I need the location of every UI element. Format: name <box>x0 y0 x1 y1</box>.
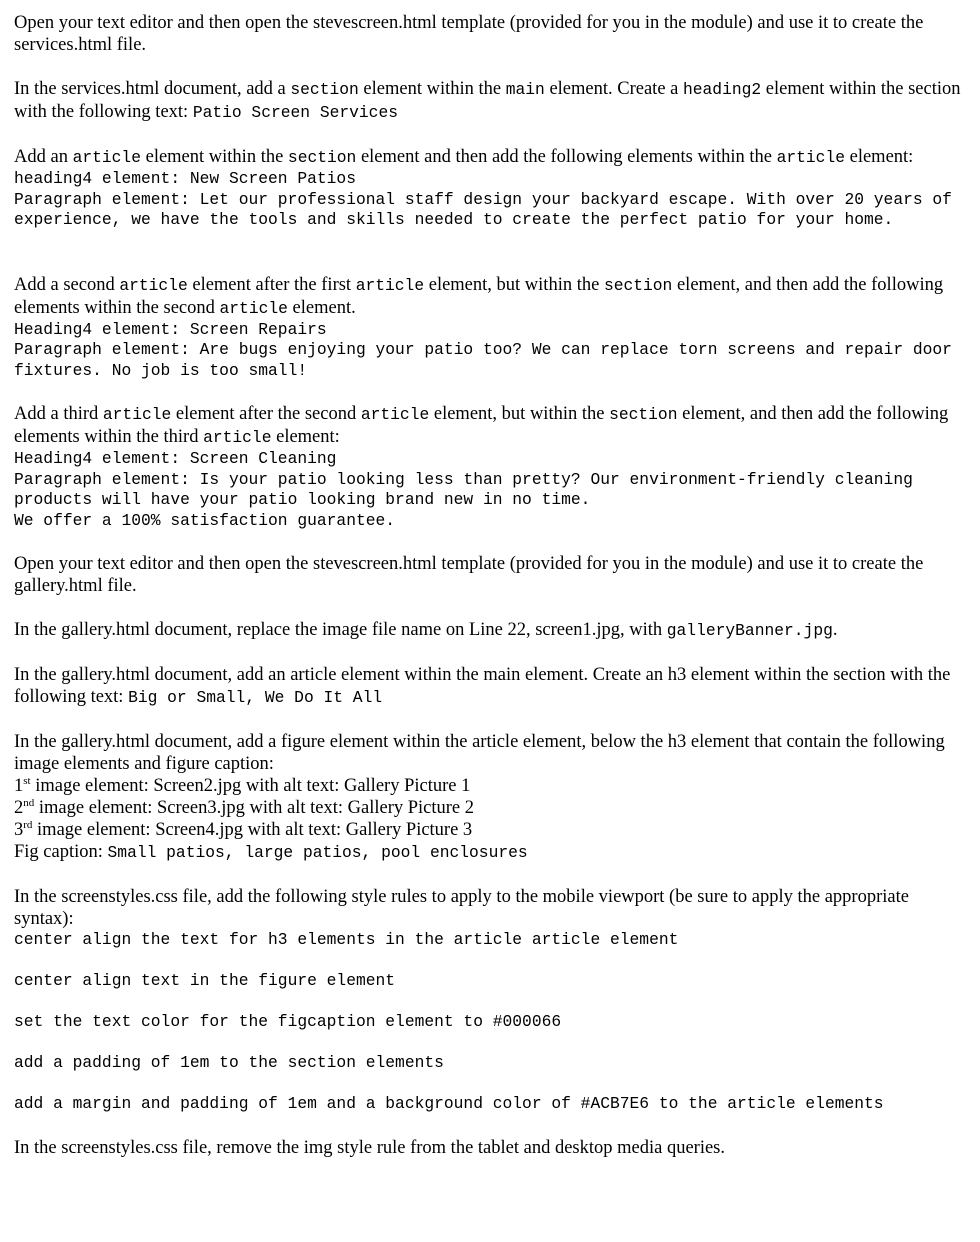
paragraph-second-article <box>14 274 964 382</box>
paragraph-gallery-article <box>14 664 964 709</box>
spacer <box>14 253 964 274</box>
fig-caption-line <box>14 841 964 864</box>
paragraph-create-services <box>14 12 964 56</box>
style-rule: add a margin and padding of 1em and a background color of #ACB7E6 to the article elements <box>14 1094 884 1113</box>
text-run: element, and then add the following elements within the third <box>14 404 949 447</box>
caption-code: Small patios, large patios, pool enclosures <box>107 843 528 862</box>
code-section: section <box>609 405 678 424</box>
code-line: Heading4 element: Screen Repairs <box>14 319 327 339</box>
text-run: element after the first <box>187 274 356 295</box>
style-rule: add a padding of 1em to the section elements <box>14 1053 444 1072</box>
ordinal-suffix: nd <box>23 796 35 809</box>
image-item-1 <box>14 775 964 797</box>
text-run: Add a third <box>14 404 103 424</box>
code-article: article <box>102 405 172 424</box>
paragraph-text: In the gallery.html document, add a figure element within the article element, below the h3 element that contain the following image elements and figure caption: <box>14 732 945 774</box>
image-item-text: image element: Screen2.jpg with alt text: Gallery Picture 1 <box>30 776 471 796</box>
ordinal-suffix: st <box>23 774 31 787</box>
text-run: In the gallery.html document, add an article element within the main element. Create an h3 element within the section with the following text: <box>14 665 951 707</box>
text-run: element: <box>845 147 914 167</box>
style-rule: set the text color for the figcaption element to #000066 <box>14 1012 562 1031</box>
image-item-text: image element: Screen3.jpg with alt text: Gallery Picture 2 <box>34 798 475 818</box>
code-article: article <box>355 275 425 295</box>
text-run: element within the section with the following text: <box>14 79 961 122</box>
ordinal-suffix: rd <box>23 818 33 831</box>
paragraph-mobile-styles <box>14 886 964 1115</box>
text-run: element, but within the <box>429 404 610 424</box>
image-item-3 <box>14 819 964 841</box>
ordinal-number: 3 <box>14 820 24 840</box>
paragraph-first-article <box>14 146 964 231</box>
caption-label: Fig caption: <box>14 842 108 862</box>
code-main: main <box>505 80 545 99</box>
paragraph-text: In the screenstyles.css file, remove the img style rule from the tablet and desktop media queries. <box>14 1137 726 1158</box>
code-heading-text: Big or Small, We Do It All <box>128 688 383 707</box>
code-article: article <box>219 298 288 318</box>
code-line: Paragraph element: Are bugs enjoying your patio too? We can replace torn screens and repair door fixtures. No job is too small! <box>14 340 962 380</box>
code-article: article <box>72 148 141 167</box>
text-run: element. <box>287 297 356 318</box>
paragraph-create-gallery <box>14 553 964 597</box>
code-section: section <box>287 148 357 167</box>
style-rule: center align text in the figure element <box>14 971 396 990</box>
code-line: Heading4 element: Screen Cleaning <box>14 449 337 468</box>
paragraph-third-article <box>14 403 964 531</box>
paragraph-services-section <box>14 78 964 124</box>
text-run: . <box>832 620 838 640</box>
text-run: element, but within the <box>424 274 604 295</box>
paragraph-text: In the screenstyles.css file, add the following style rules to apply to the mobile viewport (be sure to apply the appropriate syntax): <box>14 887 909 929</box>
paragraph-text: Open your text editor and then open the stevescreen.html template (provided for you in the module) and use it to create the gallery.html file. <box>14 554 924 596</box>
code-heading2: heading2 <box>683 80 762 99</box>
style-rule: center align the text for h3 elements in the article article element <box>14 930 679 949</box>
text-run: In the gallery.html document, replace the image file name on Line 22, screen1.jpg, with <box>14 620 667 640</box>
text-run: element within the <box>358 79 506 99</box>
ordinal-number: 1 <box>14 776 24 796</box>
document-body <box>14 12 964 1181</box>
code-filename: galleryBanner.jpg <box>666 621 833 640</box>
paragraph-remove-img-rule <box>14 1137 964 1159</box>
code-article: article <box>360 405 430 424</box>
paragraph-gallery-banner <box>14 619 964 642</box>
code-line: Paragraph element: Is your patio looking less than pretty? Our environment-friendly cleaning products will have your patio looking brand new in no time. <box>14 469 923 509</box>
code-section: section <box>290 80 359 99</box>
text-run: element: <box>271 427 340 447</box>
text-run: Add an <box>14 147 73 167</box>
text-run: element, and then add the following elements within the second <box>14 274 944 318</box>
text-run: element and then add the following elements within the <box>356 147 777 167</box>
paragraph-gallery-figure <box>14 731 964 864</box>
code-line: Paragraph element: Let our professional staff design your backyard escape. With over 20 years of experience, we have the tools and skills needed to create the perfect patio for your home. <box>14 189 962 229</box>
paragraph-text: Open your text editor and then open the stevescreen.html template (provided for you in the module) and use it to create the services.html file. <box>14 13 924 55</box>
code-section: section <box>603 275 673 295</box>
code-article: article <box>119 275 188 295</box>
code-heading-text: Patio Screen Services <box>192 103 398 122</box>
code-article: article <box>203 428 272 447</box>
code-line: We offer a 100% satisfaction guarantee. <box>14 510 396 530</box>
text-run: element after the second <box>171 404 361 424</box>
text-run: Add a second <box>14 274 120 295</box>
code-line: heading4 element: New Screen Patios <box>14 169 356 188</box>
text-run: In the services.html document, add a <box>14 79 291 99</box>
text-run: element. Create a <box>544 79 683 99</box>
code-article: article <box>776 148 845 167</box>
image-item-2 <box>14 797 964 819</box>
image-item-text: image element: Screen4.jpg with alt text: Gallery Picture 3 <box>32 820 473 840</box>
ordinal-number: 2 <box>14 798 24 818</box>
text-run: element within the <box>140 147 288 167</box>
